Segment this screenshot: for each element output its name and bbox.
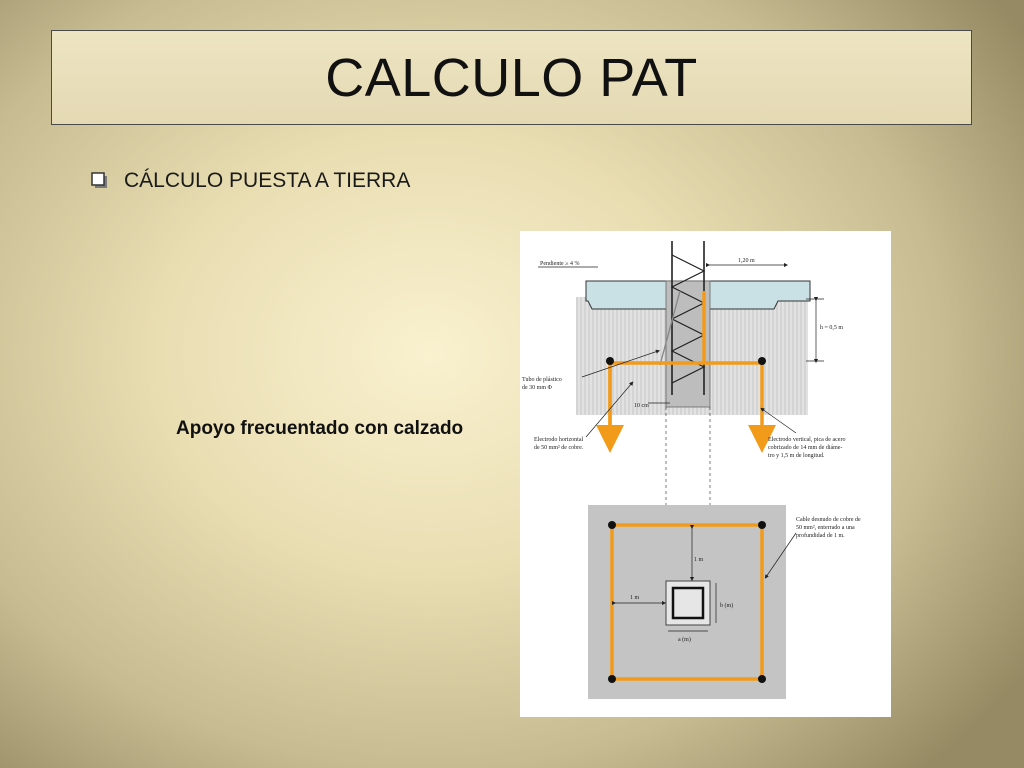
electrode-node — [758, 357, 766, 365]
plan-node — [758, 675, 766, 683]
label-h-electrode-1: Electrodo horizontal — [534, 437, 584, 443]
label-cable-1: Cable desnudo de cobre de — [796, 517, 861, 523]
plan-node — [608, 675, 616, 683]
grounding-diagram-svg — [520, 231, 891, 717]
grounding-diagram — [520, 231, 891, 717]
label-h-electrode-2: de 50 mm² de cobre. — [534, 445, 584, 451]
title-box — [51, 30, 972, 125]
label-pipe-2: de 30 mm Φ — [522, 385, 552, 391]
diagram-caption: Apoyo frecuentado con calzado — [176, 418, 464, 439]
label-a-dim: a (m) — [678, 637, 691, 643]
label-v-electrode-3: tro y 1,5 m de longitud. — [768, 453, 825, 459]
label-gap: 10 cm — [634, 403, 649, 409]
label-v-electrode-1: Electrodo vertical, pica de acero — [768, 437, 846, 443]
slide-title: CALCULO PAT — [325, 47, 698, 108]
label-slope: Pendiente ≥ 4 % — [540, 261, 580, 267]
label-one-m-vertical: 1 m — [694, 557, 704, 563]
label-cable-2: 50 mm², enterrado a una — [796, 525, 855, 531]
label-cable-3: profundidad de 1 m. — [796, 533, 845, 539]
plan-node — [758, 521, 766, 529]
label-b-dim: b (m) — [720, 603, 734, 609]
plan-node — [608, 521, 616, 529]
label-depth: h = 0,5 m — [820, 325, 844, 331]
label-v-electrode-2: cobrizado de 14 mm de diáme- — [768, 445, 843, 451]
label-one-m-horizontal: 1 m — [630, 595, 640, 601]
label-pipe-1: Tubo de plástico — [522, 377, 562, 383]
bullet-item — [90, 166, 410, 196]
checkbox-icon — [90, 171, 110, 191]
bullet-text: CÁLCULO PUESTA A TIERRA — [124, 169, 411, 192]
label-width: 1,20 m — [738, 258, 755, 264]
electrode-node — [606, 357, 614, 365]
